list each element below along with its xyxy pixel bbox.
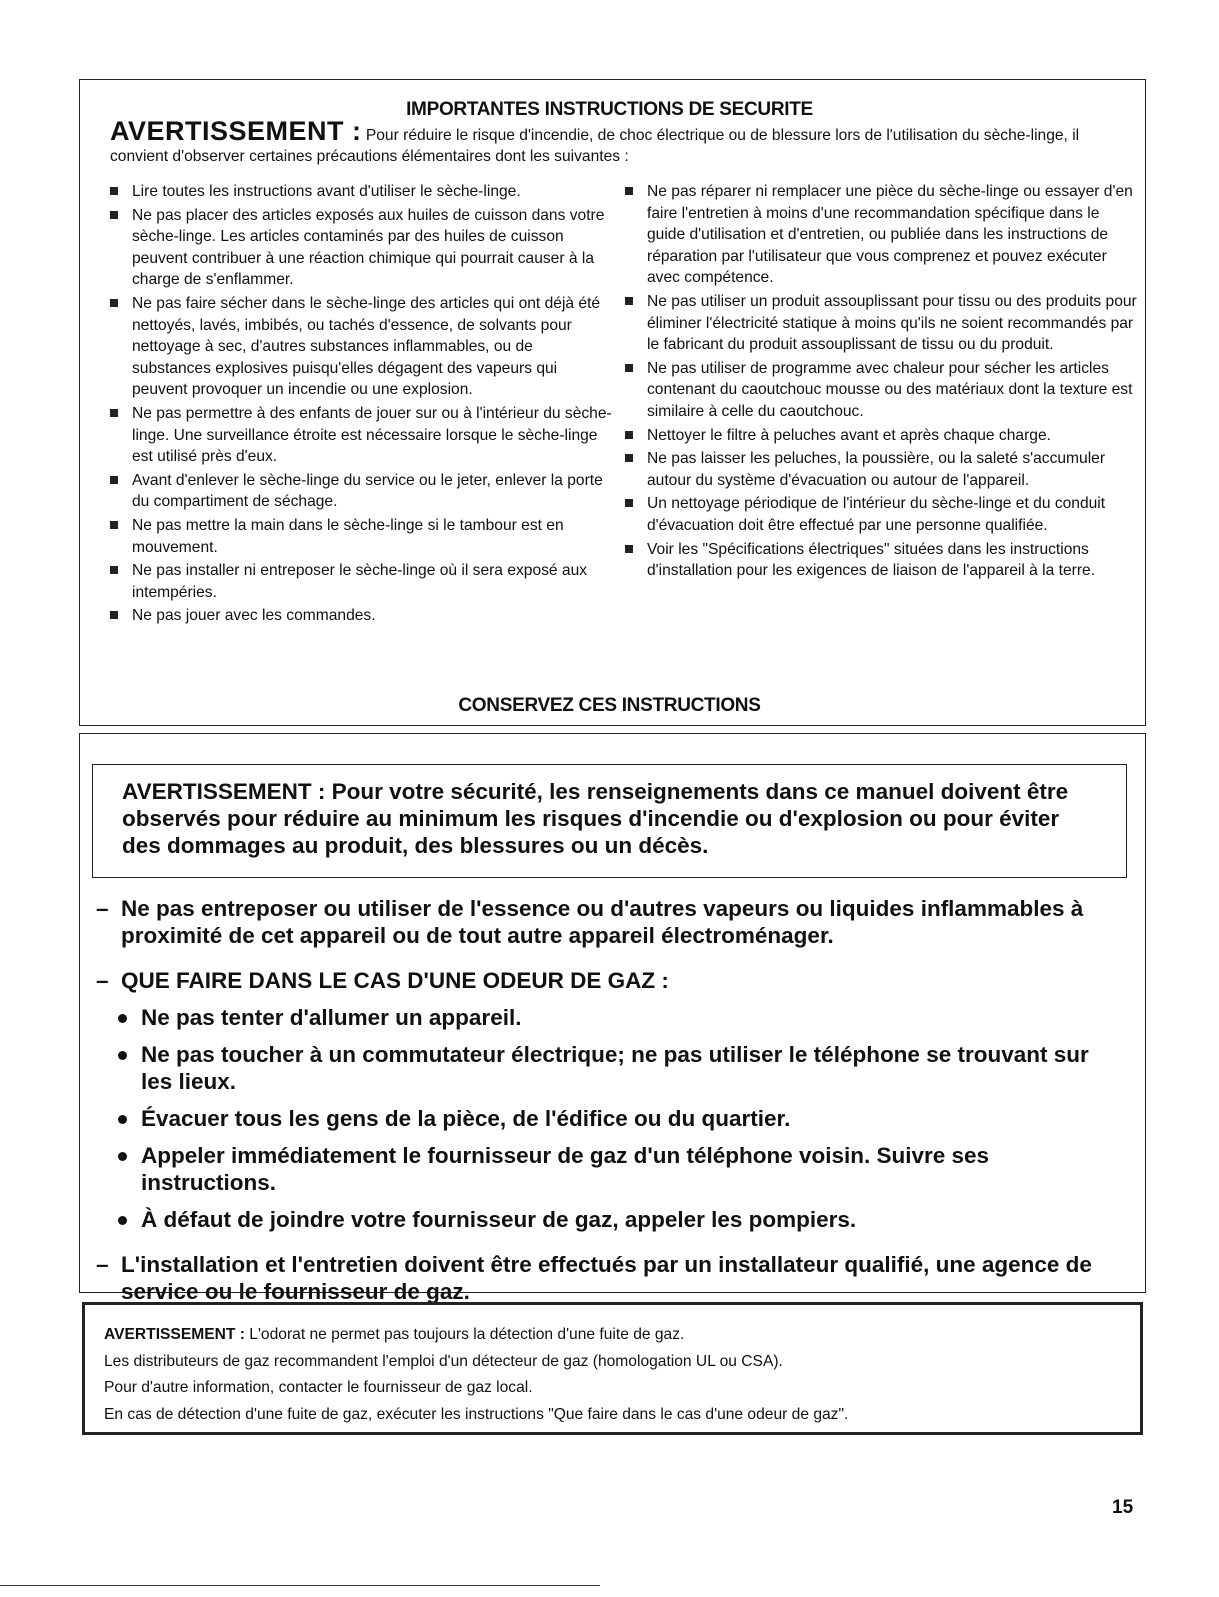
list-item: Voir les "Spécifications électriques" situées dans les instructions d'installation pour les exigences de liaison de l'appareil à la terre. (625, 539, 1140, 582)
round-bullet-icon (118, 1216, 127, 1225)
bottom-divider (0, 1585, 600, 1586)
dash-item: – Ne pas entreposer ou utiliser de l'essence ou d'autres vapeurs ou liquides inflammables à proximité de cet appareil ou de tout autre appareil électroménager. (96, 896, 1084, 948)
list-item: Ne pas mettre la main dans le sèche-linge si le tambour est en mouvement. (110, 515, 615, 558)
list-item: Appeler immédiatement le fournisseur de gaz d'un téléphone voisin. Suivre ses instructions. (96, 1142, 1126, 1196)
round-bullet-icon (118, 1051, 127, 1060)
save-instructions-footer: CONSERVEZ CES INSTRUCTIONS (458, 695, 761, 716)
square-bullet-icon (625, 297, 633, 305)
list-item: Évacuer tous les gens de la pièce, de l'édifice ou du quartier. (96, 1105, 1126, 1132)
round-bullet-icon (118, 1014, 127, 1023)
list-item: Ne pas faire sécher dans le sèche-linge des articles qui ont déjà été nettoyés, lavés, imbibés, ou tachés d'essence, de solvants pour nettoyage à sec, d'autres substances inflammables, ou de substances explosives puisqu'elles dégagent des vapeurs qui peuvent provoquer un incendie ou une explosion. (110, 293, 615, 401)
round-bullet-icon (118, 1115, 127, 1124)
list-item: Ne pas utiliser de programme avec chaleur pour sécher les articles contenant du caoutchouc mousse ou des matériaux dont la texture est similaire à celle du caoutchouc. (625, 358, 1140, 423)
square-bullet-icon (110, 299, 118, 307)
odor-warning-text (104, 1322, 1124, 1428)
square-bullet-icon (110, 566, 118, 574)
square-bullet-icon (110, 211, 118, 219)
square-bullet-icon (110, 476, 118, 484)
safety-title: IMPORTANTES INSTRUCTIONS DE SECURITE (406, 99, 813, 120)
list-item: Ne pas laisser les peluches, la poussière, ou la saleté s'accumuler autour du système d'évacuation ou autour de l'appareil. (625, 448, 1140, 491)
dash-mark: – (96, 968, 109, 993)
inner-warning-text: AVERTISSEMENT : Pour votre sécurité, les renseignements dans ce manuel doivent être observés pour réduire au minimum les risques d'incendie ou d'explosion ou pour éviter des dommages au produit, des blessures ou un décès. (122, 779, 1069, 858)
list-item: Ne pas utiliser un produit assouplissant pour tissu ou des produits pour éliminer l'électricité statique à moins qu'ils ne soient recommandés par le fabricant du produit assouplissant de tissu ou du produit. (625, 291, 1140, 356)
warning-text: Pour réduire le risque d'incendie, de choc électrique ou de blessure lors de l'utilisation du sèche-linge, il convient d'observer certaines précautions élémentaires dont les suivantes : (110, 127, 1080, 165)
list-item: Ne pas toucher à un commutateur électrique; ne pas utiliser le téléphone se trouvant sur les lieux. (96, 1041, 1126, 1095)
round-bullet-icon (118, 1152, 127, 1161)
odor-line: Pour d'autre information, contacter le fournisseur de gaz local. (104, 1379, 533, 1396)
gas-instructions (96, 895, 1126, 1323)
square-bullet-icon (110, 187, 118, 195)
odor-line: En cas de détection d'une fuite de gaz, exécuter les instructions "Que faire dans le cas d'une odeur de gaz". (104, 1405, 849, 1423)
dash-mark: – (96, 896, 109, 921)
page-number: 15 (1112, 1497, 1134, 1518)
list-item: À défaut de joindre votre fournisseur de gaz, appeler les pompiers. (96, 1206, 1126, 1233)
square-bullet-icon (110, 409, 118, 417)
square-bullet-icon (625, 187, 633, 195)
dash-mark: – (96, 1252, 109, 1277)
square-bullet-icon (625, 454, 633, 462)
dash-item: – QUE FAIRE DANS LE CAS D'UNE ODEUR DE GAZ : (96, 968, 669, 993)
list-item: Lire toutes les instructions avant d'utiliser le sèche-linge. (110, 181, 615, 203)
list-item: Ne pas installer ni entreposer le sèche-linge où il sera exposé aux intempéries. (110, 560, 615, 603)
right-column (625, 181, 1140, 584)
square-bullet-icon (625, 545, 633, 553)
odor-line: AVERTISSEMENT : L'odorat ne permet pas toujours la détection d'une fuite de gaz. (104, 1326, 685, 1343)
dash-item: – L'installation et l'entretien doivent être effectués par un installateur qualifié, une agence de service ou le fournisseur de gaz. (96, 1252, 1092, 1304)
list-item: Ne pas tenter d'allumer un appareil. (96, 1004, 1126, 1031)
list-item: Ne pas permettre à des enfants de jouer sur ou à l'intérieur du sèche-linge. Une surveillance étroite est nécessaire lorsque le sèche-linge est utilisé près d'eux. (110, 403, 615, 468)
square-bullet-icon (625, 431, 633, 439)
list-item: Ne pas jouer avec les commandes. (110, 605, 615, 627)
odor-line: Les distributeurs de gaz recommandent l'emploi d'un détecteur de gaz (homologation UL ou CSA). (104, 1352, 783, 1370)
square-bullet-icon (110, 611, 118, 619)
square-bullet-icon (625, 499, 633, 507)
list-item: Ne pas placer des articles exposés aux huiles de cuisson dans votre sèche-linge. Les articles contaminés par des huiles de cuisson peuvent contribuer à une réaction chimique qui pourrait causer à la charge de s'enflammer. (110, 205, 615, 291)
square-bullet-icon (625, 364, 633, 372)
list-item: Nettoyer le filtre à peluches avant et après chaque charge. (625, 425, 1140, 447)
list-item: Un nettoyage périodique de l'intérieur du sèche-linge et du conduit d'évacuation doit être effectué par une personne qualifiée. (625, 493, 1140, 536)
list-item: Ne pas réparer ni remplacer une pièce du sèche-linge ou essayer d'en faire l'entretien à moins d'une recommandation spécifique dans le guide d'utilisation et d'entretien, ou publiée dans les instructions de réparation par l'utilisateur que vous comprenez et pouvez exécuter avec compétence. (625, 181, 1140, 289)
left-column (110, 181, 615, 629)
warning-word: AVERTISSEMENT : (110, 116, 362, 146)
safety-warning-intro (110, 116, 1130, 167)
square-bullet-icon (110, 521, 118, 529)
list-item: Avant d'enlever le sèche-linge du service ou le jeter, enlever la porte du compartiment de séchage. (110, 470, 615, 513)
